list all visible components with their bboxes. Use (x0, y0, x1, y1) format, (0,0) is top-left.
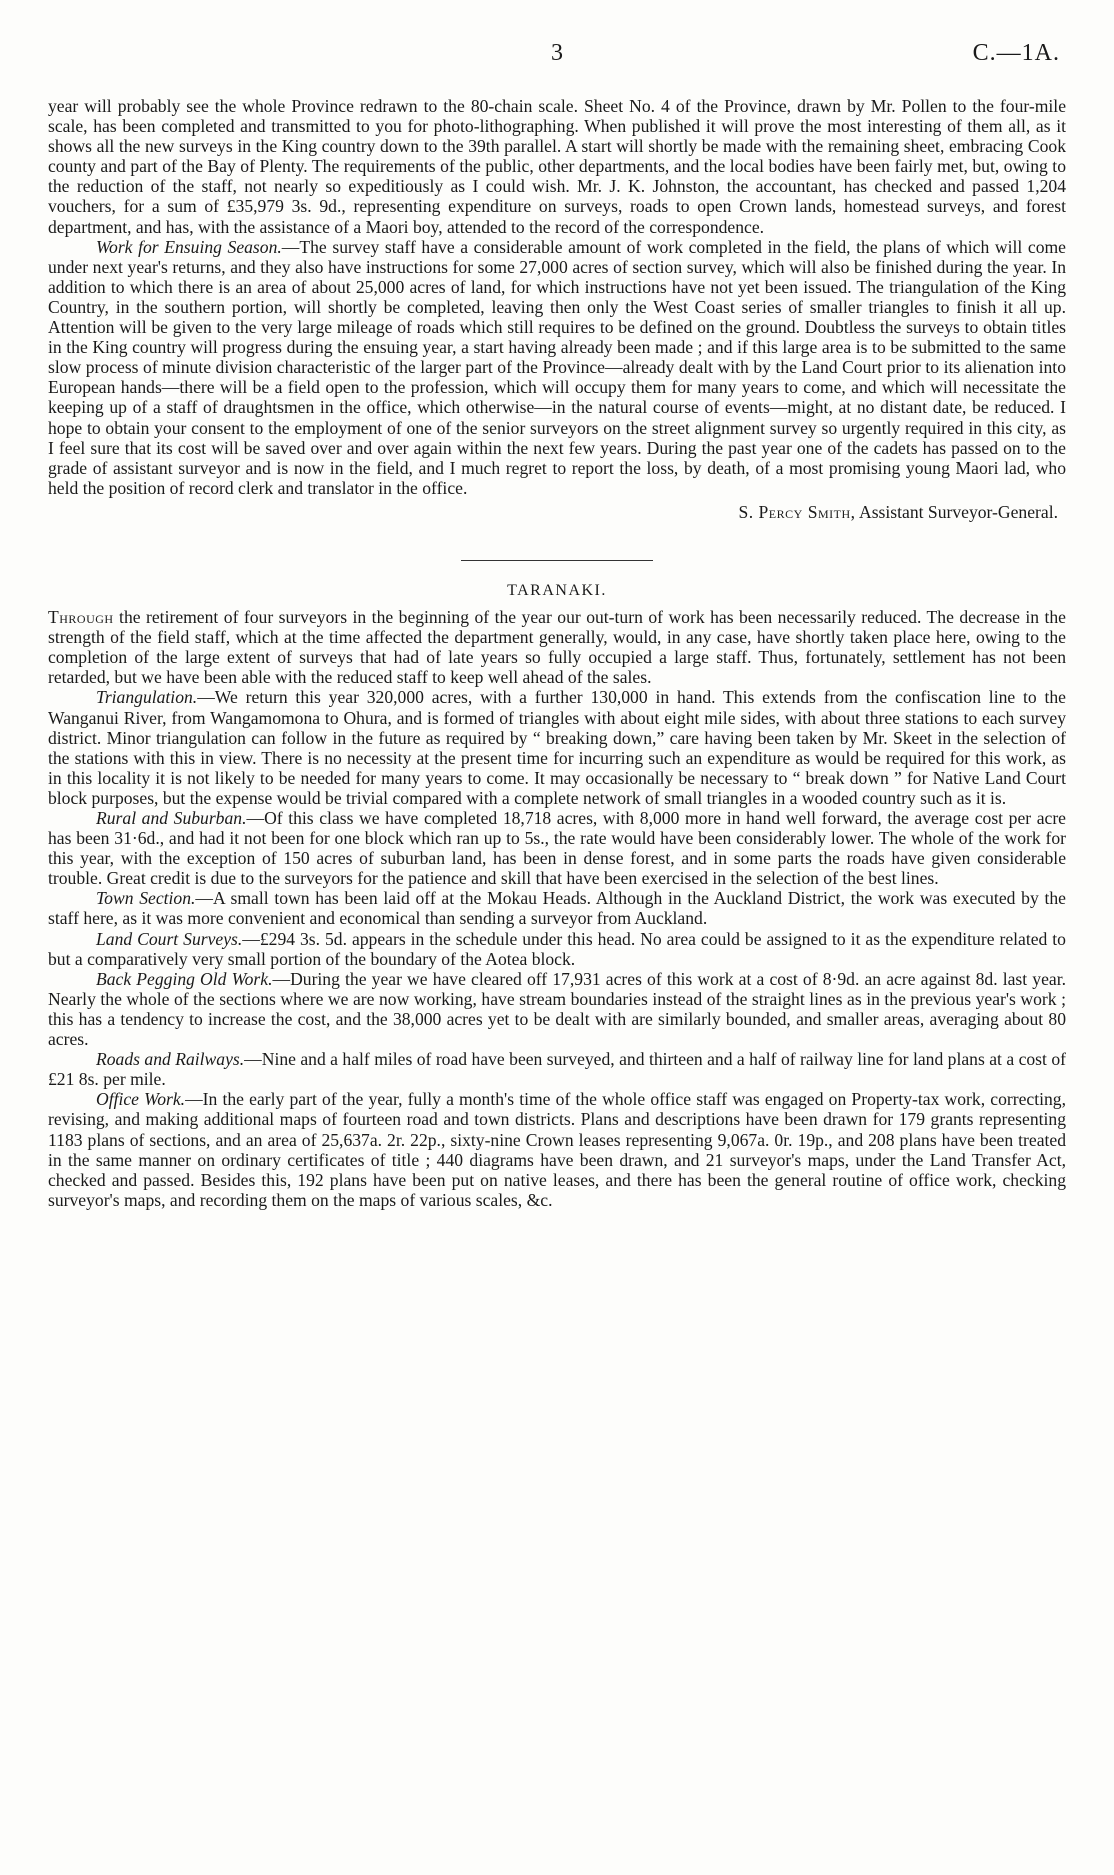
document-code: C.—1A. (972, 40, 1060, 66)
taranaki-section-paragraph (48, 929, 1066, 969)
paragraph-heading: Town Section. (96, 888, 196, 909)
page-header (48, 40, 1066, 74)
signature-title: Assistant Surveyor-General. (855, 501, 1058, 522)
document-body (48, 96, 1066, 1210)
section-title-taranaki: TARANAKI. (507, 581, 607, 599)
section-divider (461, 560, 653, 561)
paragraph-heading: Roads and Railways. (96, 1049, 245, 1070)
taranaki-section-paragraph (48, 1089, 1066, 1210)
taranaki-section-paragraph (48, 888, 1066, 928)
taranaki-section-paragraph (48, 687, 1066, 808)
paragraph-text: —The survey staff have a considerable amount of work completed in the field, the plans of which will come under next year's returns, and they also have instructions for some 27,000 acres of section survey, which will also be finished during the year. In addition to which there is an area of about 25,000 acres of land, for which instructions have not yet been issued. The triangulation of the King Country, in the southern portion, will shortly be completed, leaving then only the West Coast series of smaller triangles to finish it all up. Attention will be given to the very large mileage of roads which still requires to be defined on the ground. Doubtless the surveys to obtain titles in the King country will progress during the ensuing year, a start having already been made ; and if this large area is to be submitted to the same slow process of minute division characteristic of the larger part of the Province—already dealt with by the Land Court prior to its alienation into European hands—there will be a field open to the profession, which will occupy them for many years to come, and which will necessitate the keeping up of a staff of draughtsmen in the office, which otherwise—in the natural course of events—might, at no distant date, be reduced. I hope to obtain your consent to the employment of one of the senior surveyors on the street alignment survey so urgently required in this city, as I feel sure that its cost will be saved over and over again within the next few years. During the past year one of the cadets has passed on to the grade of assistant surveyor and is now in the field, and I much regret to report the loss, by death, of a most promising young Maori lad, who held the position of record clerk and translator in the office. (48, 236, 1066, 498)
signature (48, 502, 1066, 522)
taranaki-section-paragraph (48, 808, 1066, 888)
paragraph-heading: Triangulation. (96, 687, 198, 708)
paragraph-heading: Rural and Suburban. (96, 808, 247, 828)
paragraph-text: —In the early part of the year, fully a month's time of the whole office staff was engaged on Property-tax work, correcting, revising, and making additional maps of fourteen road and town districts. Plans and descriptions have been drawn for 179 grants representing 1183 plans of sections, and an area of 25,637a. 2r. 22p., sixty-nine Crown leases representing 9,067a. 0r. 19p., and 208 plans have been treated in the same manner on ordinary certificates of title ; 440 diagrams have been drawn, and 21 surveyor's maps, under the Land Transfer Act, checked and passed. Besides this, 192 plans have been put on native leases, and there has been the general routine of office work, checking surveyor's maps, and recording them on the maps of various scales, &c. (48, 1089, 1066, 1210)
paragraph-text: —Nine and a half miles of road have been surveyed, and thirteen and a half of railway line for land plans at a cost of £21 8s. per mile. (48, 1049, 1067, 1090)
intro-lead-word: Through (48, 607, 114, 628)
paragraph-heading: Land Court Surveys. (96, 928, 243, 949)
paragraph-heading: Work for Ensuing Season. (96, 236, 282, 257)
paragraph-text: —During the year we have cleared off 17,931 acres of this work at a cost of 8·9d. an acre against 8d. last year. Nearly the whole of the sections where we are now working, have stream boundaries instead of the straight lines as in the previous year's work ; this has a tendency to increase the cost, and the 38,000 acres yet to be dealt with are similarly bounded, and smaller areas, averaging about 80 acres. (48, 968, 1066, 1050)
signature-name: S. Percy Smith, (738, 501, 856, 522)
paragraph-heading: Office Work. (96, 1089, 186, 1110)
work-ensuing-season-paragraph (48, 237, 1066, 498)
taranaki-sections (48, 687, 1066, 1209)
paragraph-text: —£294 3s. 5d. appears in the schedule under this head. No area could be assigned to it as the expenditure related to but a comparatively very small portion of the boundary of the Aotea block. (48, 928, 1066, 969)
paragraph-text: —A small town has been laid off at the Mokau Heads. Although in the Auckland District, the work was executed by the staff here, as it was more convenient and economical than sending a surveyor from Auckland. (48, 888, 1066, 929)
paragraph-text: —Of this class we have completed 18,718 acres, with 8,000 more in hand well forward, the average cost per acre has been 31·6d., and had it not been for one block which ran up to 5s., the rate would have been considerably lower. The whole of the work for this year, with the exception of 150 acres of suburban land, has been in dense forest, and in some parts the roads have given considerable trouble. Great credit is due to the surveyors for the patience and skill that have been exercised in the selection of the best lines. (48, 808, 1066, 889)
paragraph-text: —We return this year 320,000 acres, with a further 130,000 in hand. This extends from the confiscation line to the Wanganui River, from Wangamomona to Ohura, and is formed of triangles with about eight mile sides, with about three stations to each survey district. Minor triangulation can follow in the future as required by “ breaking down,” care having been taken by Mr. Skeet in the selection of the stations with this in view. There is no necessity at the present time for incurring such an expenditure as would be required for this work, as in this locality it is not likely to be needed for many years to come. It may occasionally be necessary to “ break down ” for Native Land Court block purposes, but the expense would be trivial compared with a complete network of small triangles in a wooded country such as it is. (48, 687, 1066, 808)
intro-text: the retirement of four surveyors in the beginning of the year our out-turn of work has been necessarily reduced. The decrease in the strength of the field staff, which at the time affected the department generally, would, in any case, have shortly taken place here, owing to the completion of the large extent of surveys that had of late years so fully occupied a large staff. Thus, fortunately, settlement has not been retarded, but we have been able with the reduced staff to keep well ahead of the sales. (48, 607, 1066, 688)
taranaki-intro-paragraph (48, 607, 1066, 687)
paragraph-heading: Back Pegging Old Work. (96, 968, 273, 989)
taranaki-section-paragraph (48, 969, 1066, 1049)
auckland-intro-paragraph: year will probably see the whole Province redrawn to the 80-chain scale. Sheet No. 4 of the Province, drawn by Mr. Pollen to the four-mile scale, has been completed and transmitted to you for photo-lithographing. When published it will prove the most interesting of them all, as it shows all the new surveys in the King country down to the 39th parallel. A start will shortly be made with the remaining sheet, embracing Cook county and part of the Bay of Plenty. The requirements of the public, other departments, and the local bodies have been fairly met, but, owing to the reduction of the staff, not nearly so expeditiously as I could wish. Mr. J. K. Johnston, the accountant, has checked and passed 1,204 vouchers, for a sum of £35,979 3s. 9d., representing expenditure on surveys, roads to open Crown lands, homestead surveys, and forest department, and has, with the assistance of a Maori boy, attended to the record of the correspondence. (48, 96, 1066, 237)
page-number: 3 (551, 40, 563, 66)
taranaki-section-paragraph (48, 1049, 1066, 1089)
